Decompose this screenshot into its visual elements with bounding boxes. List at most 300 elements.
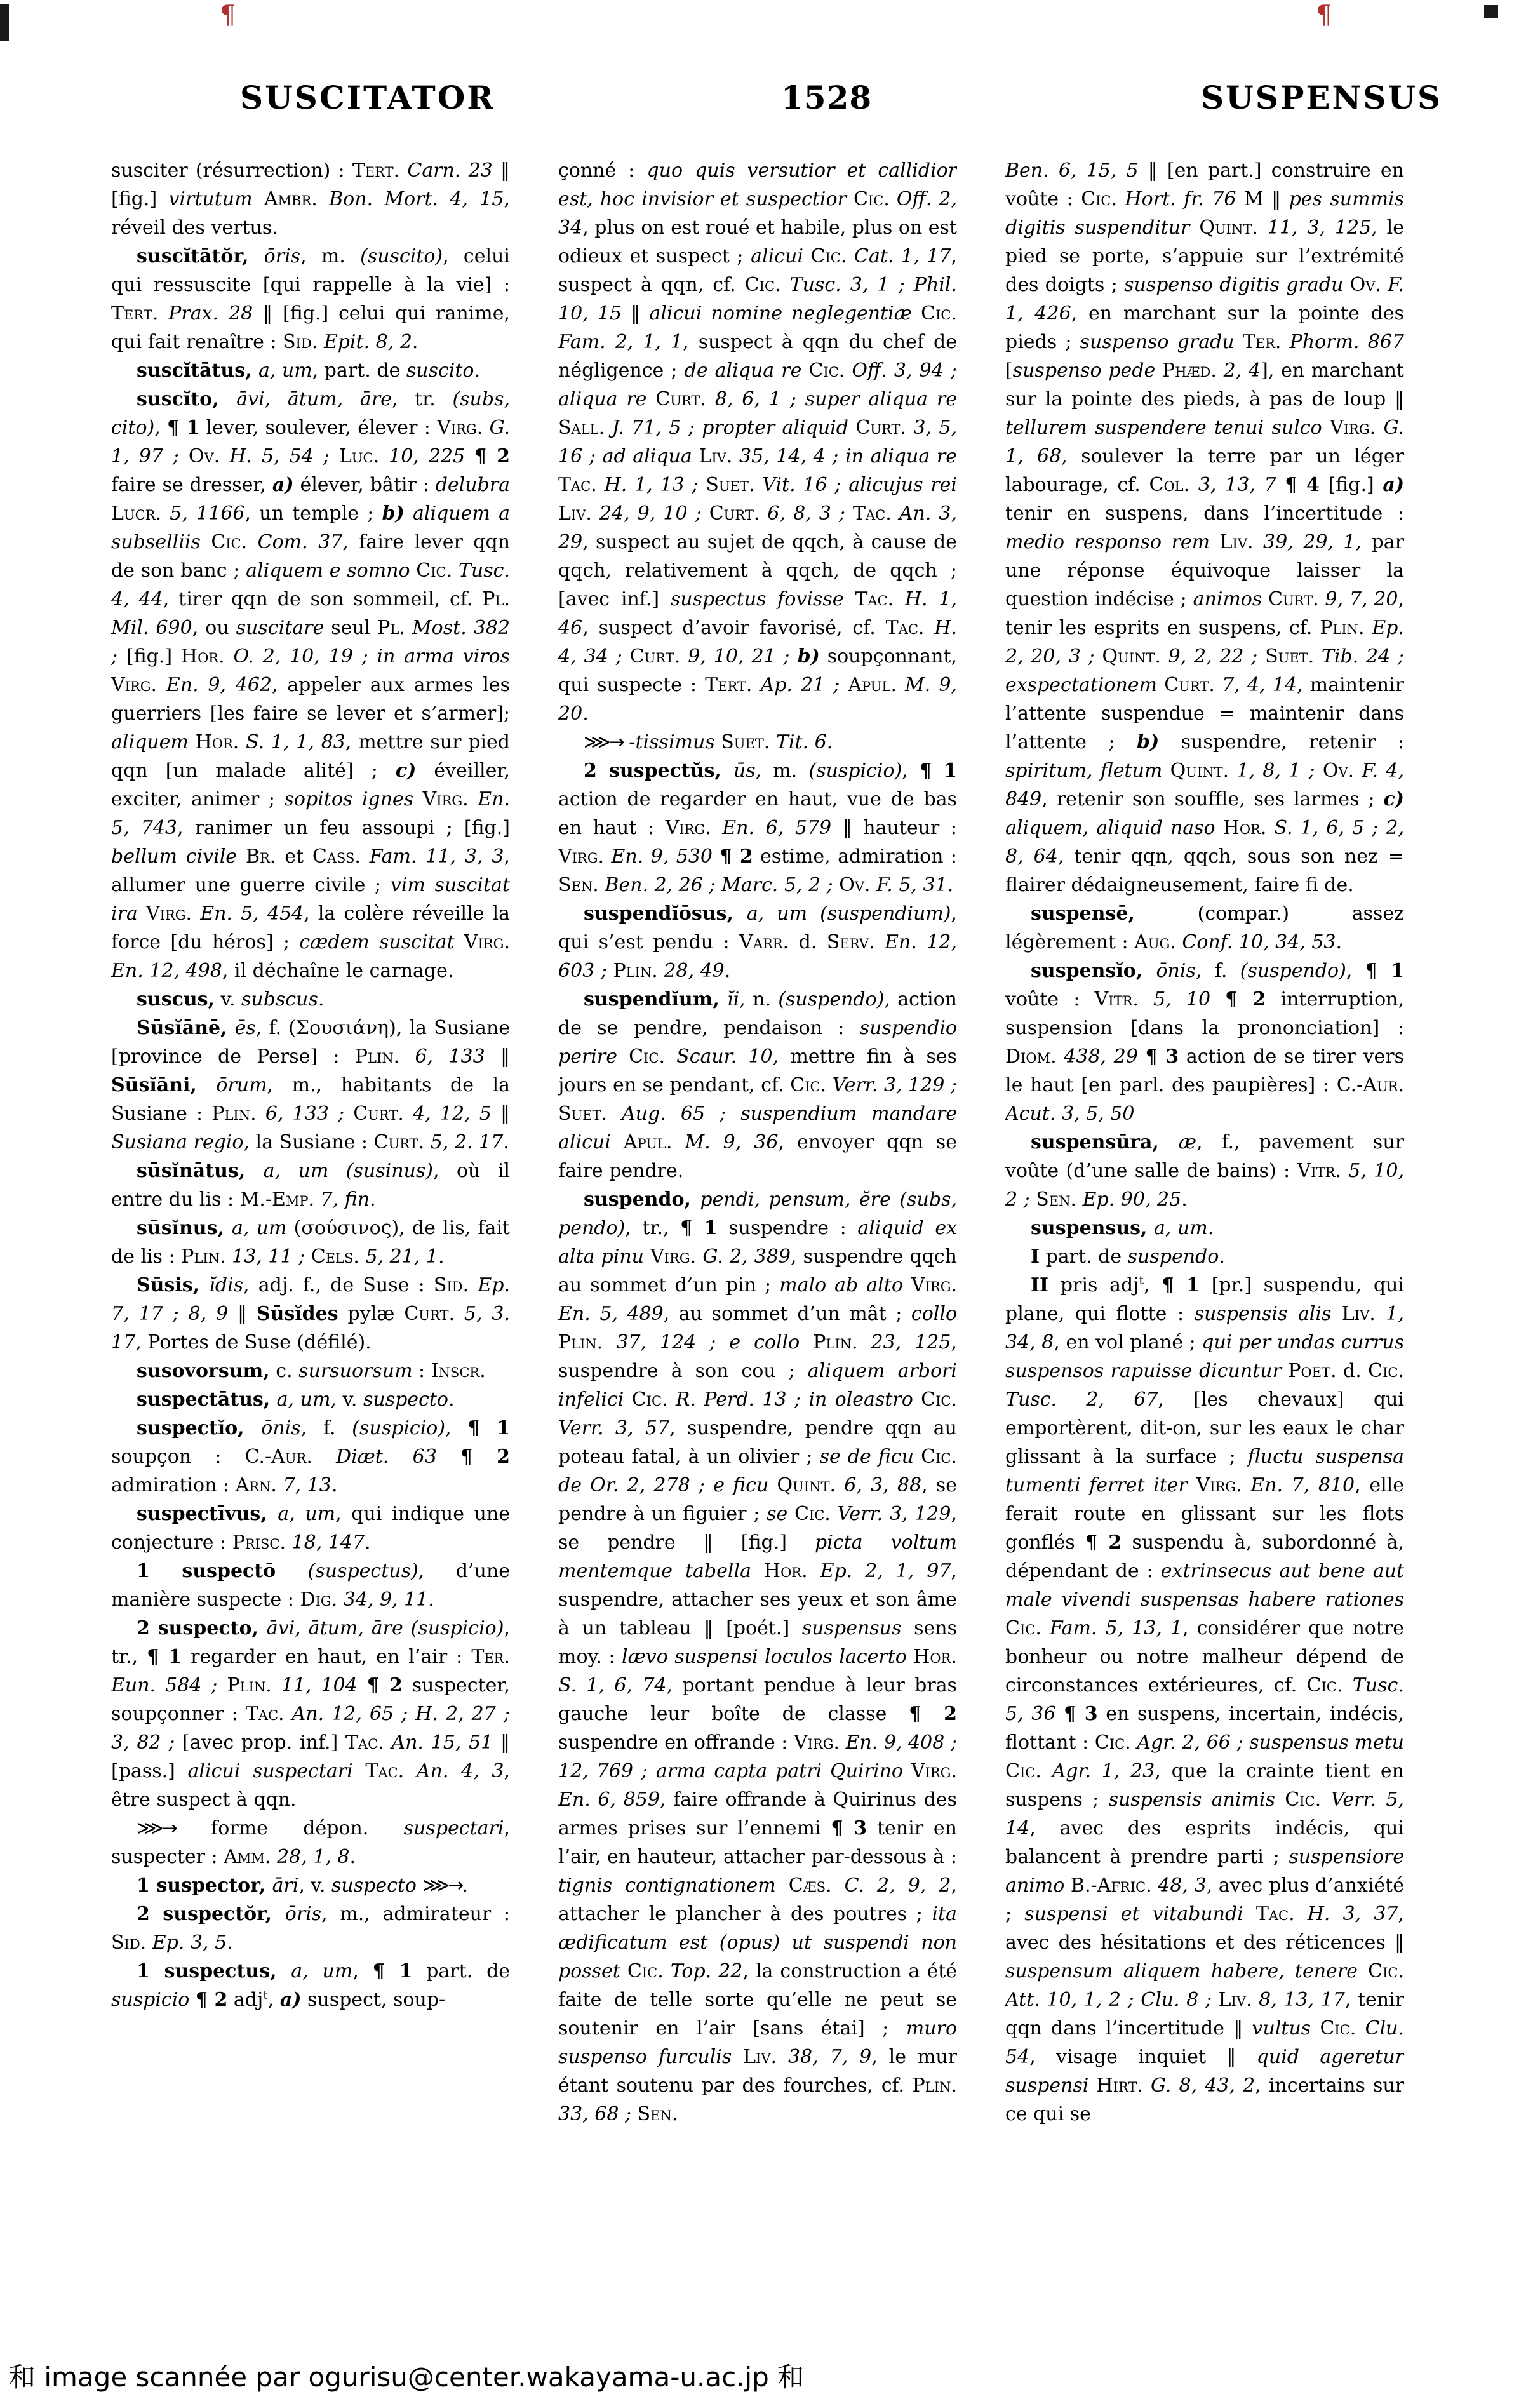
text-run xyxy=(1243,1731,1250,1754)
text-run: S. 1, 6, 5 ; 2, 8, 64 xyxy=(1005,817,1404,868)
text-run: An. 12, 65 ; H. 2, 27 ; 3, 82 ; xyxy=(111,1703,510,1754)
text-run: . xyxy=(1181,1188,1188,1211)
text-run: 7, 4, 14 xyxy=(1214,674,1297,696)
text-run: 5, 1166 xyxy=(161,502,245,525)
text-run: suspecter, soupçonner : xyxy=(111,1674,510,1725)
text-run: (suspicio) xyxy=(808,760,902,782)
text-run: , que la crainte tient en suspens ; xyxy=(1005,1760,1404,1811)
arrow-icon: ⋙→ xyxy=(137,1817,176,1839)
text-run: Quint. xyxy=(768,1474,836,1496)
text-run: Tib. 24 ; xyxy=(1314,645,1404,668)
text-run: ōrum xyxy=(216,1074,267,1096)
text-run: b) xyxy=(797,645,820,668)
text-run: vultus xyxy=(1252,2017,1311,2040)
text-run: Cic. xyxy=(1094,1731,1131,1754)
text-run: quo quis versutior et callidior est, hoc invisior et suspectior xyxy=(558,159,957,210)
text-run: Acut. 3, 5, 50 xyxy=(1005,1103,1135,1125)
text-run: En. 5, 489 xyxy=(558,1303,664,1325)
text-run: e ficu xyxy=(713,1474,769,1496)
text-run: , suspecter : xyxy=(111,1817,510,1868)
text-run: Virg. xyxy=(558,845,605,868)
text-run: a, um (susinus) xyxy=(263,1160,433,1182)
text-run: Plin. xyxy=(912,2074,957,2097)
text-run: Liv. xyxy=(732,2046,777,2068)
text-run xyxy=(417,1874,423,1897)
text-run: Virg. xyxy=(454,931,510,953)
text-run: suspensĭo, xyxy=(1031,960,1156,982)
text-run: 34, 9, 11 xyxy=(337,1589,429,1611)
text-run: H. 1, 13 ; xyxy=(596,474,699,496)
text-run: , Portes de Suse (défilé). xyxy=(135,1331,372,1354)
text-run: Cels. xyxy=(305,1246,359,1268)
text-run: , xyxy=(154,417,168,439)
text-run: Luc. xyxy=(329,445,380,467)
text-run: picta voltum mentemque tabella xyxy=(558,1531,957,1582)
text-run xyxy=(790,645,798,668)
dictionary-entry xyxy=(1005,1128,1404,1214)
column-center xyxy=(558,156,957,2335)
text-run: Sūsĭāni, xyxy=(111,1074,217,1096)
text-run: Tac. xyxy=(885,617,925,639)
text-run: Agr. 2, 66 ; xyxy=(1130,1731,1243,1754)
text-run: 2 suspecto, xyxy=(137,1617,267,1639)
text-run: Fam. 2, 1, 1 xyxy=(558,331,683,353)
text-run: M. 9, 20 xyxy=(558,674,957,725)
column-left xyxy=(111,156,510,2335)
text-run: . xyxy=(1336,931,1342,953)
text-run: , xyxy=(352,1960,373,1982)
text-run: En. 5, 743 xyxy=(111,788,510,839)
text-run: suspenso gradu xyxy=(1080,331,1235,353)
text-run: āvi, ātum, āre (suspicio) xyxy=(266,1617,504,1639)
text-run: I xyxy=(1031,1246,1040,1268)
text-run: F. 1, 426 xyxy=(1005,274,1404,325)
text-run: . xyxy=(462,1874,468,1897)
text-run: En. 5, 454 xyxy=(192,903,304,925)
text-run: En. 9, 530 xyxy=(604,845,713,868)
text-run: suspectīvus, xyxy=(137,1503,278,1525)
text-run xyxy=(801,1388,808,1411)
text-run: e collo xyxy=(729,1331,800,1354)
text-run: Pl. xyxy=(377,617,405,639)
running-head-right: SUSPENSUS xyxy=(1201,79,1443,116)
text-run: M.-Emp. xyxy=(239,1188,315,1211)
text-run: , faire offrande à Quirinus des armes prises sur l’ennemi xyxy=(558,1789,957,1839)
text-run: suspensum aliquem habere, tenere xyxy=(1005,1960,1358,1982)
text-run: H. 4, 34 ; xyxy=(558,617,957,668)
text-run: suspendu à, subordonné à, dépendant de : xyxy=(1005,1531,1404,1582)
text-run: animos xyxy=(1193,588,1262,610)
text-run: Tac. xyxy=(352,1760,405,1782)
text-run: ¶ 4 xyxy=(1285,474,1320,496)
text-run: , qui s’est pendu : xyxy=(558,903,957,953)
dictionary-entry xyxy=(558,756,957,899)
text-run: de Or. 2, 278 ; xyxy=(558,1474,705,1496)
text-run: ĭi xyxy=(727,988,740,1011)
text-run: propter aliquid xyxy=(702,417,848,439)
text-run: ¶ 1 xyxy=(147,1646,182,1668)
text-run: [pr.] suspendu, qui plane, qui flotte : xyxy=(1005,1274,1404,1325)
text-run: Sūsĭānē, xyxy=(137,1017,235,1039)
text-run: Tac. xyxy=(1243,1903,1295,1925)
text-run: . xyxy=(503,1131,509,1153)
text-run: O. 2, 10, 19 ; xyxy=(224,645,368,668)
text-run: ‖ xyxy=(485,1045,510,1068)
text-run: , action de se pendre, pendaison : xyxy=(558,988,957,1039)
text-run: 1, 8, 1 ; xyxy=(1229,760,1315,782)
text-run: suspendre en offrande : xyxy=(558,1731,794,1754)
text-run: Phorm. 867 xyxy=(1281,331,1404,353)
text-run: 33, 68 ; xyxy=(558,2103,632,2125)
text-run: suspensis alis xyxy=(1194,1303,1332,1325)
text-run: , suspendre à son cou ; xyxy=(558,1331,957,1382)
text-run: Curt. xyxy=(646,388,706,410)
text-run: C.-Aur. xyxy=(244,1446,312,1468)
text-run: 6, 3, 88 xyxy=(836,1474,922,1496)
text-run: Ep. 7, 17 ; 8, 9 xyxy=(111,1274,510,1325)
text-run: Virg. xyxy=(902,1760,957,1782)
text-run: Ep. 2, 20, 3 ; xyxy=(1005,617,1404,668)
text-run: Plin. xyxy=(217,1674,272,1697)
text-run: Agr. 1, 23 xyxy=(1041,1760,1155,1782)
text-run: t xyxy=(263,1989,268,2002)
text-run: 4, 12, 5 xyxy=(403,1103,492,1125)
text-run: Hor. xyxy=(906,1646,957,1668)
text-run: , xyxy=(267,1989,280,2011)
text-run xyxy=(358,1674,367,1697)
text-run: c) xyxy=(395,760,417,782)
text-run: seul xyxy=(324,617,378,639)
text-run: Cat. 1, 17 xyxy=(847,245,951,267)
text-run: 10, 225 xyxy=(379,445,465,467)
dictionary-entry xyxy=(558,728,957,756)
text-run: Virg. xyxy=(644,1246,697,1268)
text-run: Inscr. xyxy=(431,1360,486,1382)
text-run: (subs, cito) xyxy=(111,388,510,439)
text-run: , en vol plané ; xyxy=(1054,1331,1202,1354)
text-run: : xyxy=(412,1360,431,1382)
text-run: Tit. 6 xyxy=(770,731,827,753)
text-run: Tac. xyxy=(843,588,894,610)
text-run: . xyxy=(318,988,325,1011)
text-run: Verr. 3, 129 xyxy=(830,1503,951,1525)
text-run: Liv. xyxy=(1210,531,1254,553)
text-run: Varr. xyxy=(739,931,789,953)
text-run: āvi, ātum, āre xyxy=(236,388,392,410)
text-run: Virg. xyxy=(137,903,192,925)
text-run: Verr. 5, 14 xyxy=(1005,1789,1404,1839)
text-run: arma capta patri Quirino xyxy=(655,1760,903,1782)
text-run: , m., admirateur : xyxy=(321,1903,510,1925)
text-run: Off. 3, 94 ; xyxy=(845,360,957,382)
text-run: , ranimer un feu assoupi ; [fig.] xyxy=(177,817,510,839)
text-run: En. 12, 603 ; xyxy=(558,931,957,982)
text-run: , plus on est roué et habile, plus on est odieux et suspect ; xyxy=(558,217,957,267)
text-run: Cic. xyxy=(846,188,890,210)
text-run: admiration : xyxy=(111,1474,236,1496)
text-run: Ov. xyxy=(1343,274,1381,296)
text-run: suspendium mandare alicui xyxy=(558,1103,957,1153)
text-run: suspensē, xyxy=(1031,903,1135,925)
text-run: ], en marchant sur la pointe des pieds, à pas de loup ‖ xyxy=(1005,360,1404,410)
text-run: Ov. xyxy=(1315,760,1355,782)
text-run: 38, 7, 9 xyxy=(777,2046,872,2068)
text-run: Cæs. xyxy=(775,1874,832,1897)
text-run: suscus, xyxy=(137,988,215,1011)
text-run: Cic. xyxy=(624,1388,668,1411)
text-run: Phæd. xyxy=(1155,360,1217,382)
text-run: c. xyxy=(269,1360,299,1382)
text-run: 1 suspectus, xyxy=(137,1960,291,1982)
text-run: Cic. xyxy=(617,1045,666,1068)
text-run: 5, 10 xyxy=(1138,988,1211,1011)
text-run: Suet. xyxy=(1257,645,1315,668)
text-run: En. 6, 579 xyxy=(711,817,832,839)
text-run: Carn. 23 xyxy=(399,159,493,182)
text-run: , le pied se porte, s’appuie sur l’extrémité des doigts ; xyxy=(1005,217,1404,296)
text-run: , adj. f., de Suse : xyxy=(243,1274,434,1296)
text-run: Conf. 10, 34, 53 xyxy=(1175,931,1336,953)
text-run: F. 4, 849 xyxy=(1005,760,1404,810)
text-run: suspendio perire xyxy=(558,1017,957,1068)
text-run: Tusc. 4, 44 xyxy=(111,560,510,610)
text-run: , f., pavement sur voûte (d’une salle de bains) : xyxy=(1005,1131,1404,1182)
text-run: suspensiore animo xyxy=(1005,1846,1404,1897)
text-run: Apul. xyxy=(610,1131,673,1153)
dictionary-entry xyxy=(111,1871,510,1900)
text-run: 28, 49 xyxy=(657,960,725,982)
text-run: Tac. xyxy=(345,1731,384,1754)
text-run: suspensis animis xyxy=(1108,1789,1275,1811)
text-run: Com. 37 xyxy=(247,531,343,553)
text-run: , f. xyxy=(1195,960,1240,982)
text-run: Tusc. 5, 36 xyxy=(1005,1674,1404,1725)
text-run: -tissimus xyxy=(629,731,715,753)
text-run: , il déchaîne le carnage. xyxy=(222,960,454,982)
text-run: tenir en suspens, dans l’incertitude : xyxy=(1005,502,1404,525)
text-run: J. 71, 5 ; xyxy=(605,417,695,439)
text-run: action de regarder en haut, vue de bas en haut : xyxy=(558,788,957,839)
text-run: Cic. xyxy=(911,302,957,325)
text-run: Tusc. 2, 67 xyxy=(1005,1388,1158,1411)
text-run: Curt. xyxy=(373,1131,425,1153)
text-run: Sid. xyxy=(433,1274,469,1296)
text-run: . xyxy=(448,1388,455,1411)
text-run: , n. xyxy=(739,988,779,1011)
text-run: Br. xyxy=(237,845,276,868)
dictionary-entry xyxy=(111,1414,510,1500)
text-run xyxy=(465,445,474,467)
text-run: action de se tirer vers le haut [en parl. des paupières] : xyxy=(1005,1045,1404,1096)
text-run: , par une réponse équivoque laisser la question indécise ; xyxy=(1005,531,1404,610)
text-run: ¶ 2 xyxy=(474,445,510,467)
text-run: F. 5, 31 xyxy=(870,874,947,896)
text-run: ōnis xyxy=(261,1417,301,1439)
text-run: Ben. 6, 15, 5 xyxy=(1005,159,1139,182)
text-run: et xyxy=(276,845,312,868)
text-run: , suspect à qqn du chef de négligence ; xyxy=(558,331,957,382)
text-run: sursuorsum xyxy=(298,1360,413,1382)
text-run: , f. xyxy=(300,1417,352,1439)
text-run: 28, 1, 8 xyxy=(271,1846,350,1868)
text-run: suscĭtātŏr, xyxy=(137,245,264,267)
text-run: Cic. xyxy=(1368,1360,1404,1382)
text-run: quid ageretur suspensi xyxy=(1005,2046,1404,2097)
text-run: virtutum xyxy=(168,188,253,210)
text-run: Fam. 5, 13, 1 xyxy=(1041,1617,1183,1639)
text-run: , suspect d’avoir favorisé, cf. xyxy=(582,617,886,639)
text-run: ¶ 1 xyxy=(467,1417,510,1439)
text-run: ¶ 3 xyxy=(1145,1045,1179,1068)
text-run: subscus xyxy=(241,988,318,1011)
arrow-icon: ⋙→ xyxy=(584,731,623,753)
column-right xyxy=(1005,156,1404,2335)
text-run: II xyxy=(1031,1274,1049,1296)
text-run: Sen. xyxy=(631,2103,678,2125)
text-run: regarder en haut, en l’air : xyxy=(182,1646,472,1668)
scan-artifact-mark xyxy=(0,4,9,41)
text-run: ‖ [fig.] celui qui ranime, qui fait renaître : xyxy=(111,302,510,353)
text-run: Diom. xyxy=(1005,1045,1057,1068)
text-run: Pl. xyxy=(482,588,510,610)
text-run: Quint. xyxy=(1094,645,1161,668)
text-run xyxy=(318,188,329,210)
dictionary-entry xyxy=(111,242,510,356)
text-run: , maintenir l’attente suspendue = maintenir dans l’attente ; xyxy=(1005,674,1404,753)
text-run xyxy=(1055,1703,1064,1725)
text-run: spiritum, fletum xyxy=(1005,760,1163,782)
text-run: çonné : xyxy=(558,159,647,182)
text-run: b) xyxy=(1137,731,1160,753)
text-run: , allumer une guerre civile ; xyxy=(111,845,510,896)
text-run: Sen. xyxy=(1029,1188,1077,1211)
text-run: Off. 2, 34 xyxy=(558,188,957,239)
text-run: Prisc. xyxy=(232,1531,286,1554)
text-run: tellurem suspendere tenui sulco xyxy=(1005,417,1322,439)
text-run: ¶ 2 xyxy=(909,1703,957,1725)
text-run: Liv. xyxy=(1331,1303,1376,1325)
text-run: Serv. xyxy=(826,931,875,953)
dictionary-entry xyxy=(111,1271,510,1357)
text-run: lever, soulever, élever : xyxy=(199,417,438,439)
dictionary-entry xyxy=(1005,1242,1404,1271)
text-run: An. 4, 3 xyxy=(404,1760,504,1782)
text-run: super aliqua re xyxy=(805,388,957,410)
text-run: , la Susiane : xyxy=(243,1131,374,1153)
text-run: G. 1, 68 xyxy=(1005,417,1404,467)
text-run: (suspicio) xyxy=(352,1417,446,1439)
text-run: , f. (Σουσιάνη), la Susiane [province de Perse] : xyxy=(111,1017,510,1068)
dictionary-entry xyxy=(1005,899,1404,957)
dictionary-entry xyxy=(1005,1214,1404,1242)
text-run: pendi, pensum, ĕre xyxy=(700,1188,891,1211)
text-run: estime, admiration : xyxy=(753,845,957,868)
text-run: aliquem xyxy=(111,731,189,753)
text-run: suspendo, xyxy=(584,1188,700,1211)
text-run: vim suscitat ira xyxy=(111,874,510,925)
text-run: collo xyxy=(911,1303,957,1325)
text-run xyxy=(1138,1045,1146,1068)
text-run: suspensus metu xyxy=(1249,1731,1404,1754)
text-run: , v. xyxy=(298,1874,331,1897)
text-run: 2, 4 xyxy=(1216,360,1261,382)
text-run: Curt. xyxy=(344,1103,404,1125)
text-run: 9, 10, 21 ; xyxy=(680,645,790,668)
text-run: suscĭtātus, xyxy=(137,360,258,382)
text-run: Most. 382 ; xyxy=(111,617,510,668)
text-run: An. 3, 29 xyxy=(558,502,957,553)
text-run xyxy=(189,1989,196,2011)
text-run: v. xyxy=(215,988,242,1011)
text-run: aliquem a subselliis xyxy=(111,502,510,553)
text-run: d. xyxy=(1336,1360,1369,1382)
scan-attribution-text: 和 image scannée par ogurisu@center.wakayama-u.ac.jp 和 xyxy=(9,2362,805,2393)
text-run: Liv. xyxy=(558,502,592,525)
dictionary-entry xyxy=(111,156,510,242)
text-run: , appeler aux armes les guerriers [les faire se lever et s’armer]; xyxy=(111,674,510,725)
text-run: ¶ 2 xyxy=(1085,1531,1122,1554)
text-run: 2 suspectŏr, xyxy=(137,1903,285,1925)
dictionary-entry xyxy=(1005,156,1404,899)
text-run: 1 suspector, xyxy=(137,1874,272,1897)
text-run: , en marchant sur la pointe des pieds ; xyxy=(1005,302,1404,353)
text-run: suspecto xyxy=(363,1388,448,1411)
text-run: , être suspect à qqn. xyxy=(111,1760,510,1811)
text-run: suspectus fovisse xyxy=(670,588,844,610)
text-run: , avec plus d’anxiété ; xyxy=(1005,1874,1404,1925)
text-run: Virg. xyxy=(902,1274,957,1296)
text-run: 11, 104 xyxy=(271,1674,358,1697)
text-run: tenir en l’air, en hauteur, attacher par-dessous à : xyxy=(558,1817,957,1868)
text-run: . xyxy=(724,960,731,982)
text-run: a, um xyxy=(258,360,312,382)
text-run: C. 2, 9, 2 xyxy=(831,1874,951,1897)
text-run: extrinsecus aut bene aut male vivendi suspensas habere rationes xyxy=(1005,1560,1404,1611)
text-run: , considérer que notre bonheur ou notre malheur dépend de circonstances extérieures, cf. xyxy=(1005,1617,1404,1697)
text-run: Verr. 3, 129 ; xyxy=(826,1074,957,1096)
text-run: 1 suspectō xyxy=(137,1560,308,1582)
text-run: Cic. xyxy=(1311,2017,1356,2040)
text-run: ‖ xyxy=(622,302,650,325)
text-run: Sūsĭdes xyxy=(256,1303,338,1325)
text-run: Virg. xyxy=(1322,417,1376,439)
text-run: ¶ 1 xyxy=(1365,960,1404,982)
text-run: , v. xyxy=(330,1388,363,1411)
text-run: Cic. xyxy=(620,1960,664,1982)
text-run: Curt. xyxy=(1157,674,1215,696)
text-run: B.-Afric. xyxy=(1064,1874,1152,1897)
text-run: Cic. xyxy=(801,360,845,382)
text-run: ēs xyxy=(234,1017,256,1039)
text-run: Plin. xyxy=(354,1045,400,1068)
text-run: ‖ hauteur : xyxy=(831,817,957,839)
text-run: suspectari xyxy=(403,1817,504,1839)
text-run: 11, 3, 125 xyxy=(1257,217,1372,239)
text-run xyxy=(648,1760,656,1782)
text-run: faire se dresser, xyxy=(111,474,272,496)
text-run: , celui qui ressuscite [qui rappelle à la vie] : xyxy=(111,245,510,296)
text-run: ‖ [pass.] xyxy=(111,1731,510,1782)
text-run: suspendĭōsus, xyxy=(584,903,747,925)
text-run: , tr. xyxy=(391,388,453,410)
text-run: t xyxy=(1139,1274,1144,1287)
text-run: ¶ 3 xyxy=(1064,1703,1098,1725)
text-run: , incertains sur ce qui se xyxy=(1005,2074,1404,2125)
text-run: Sid. xyxy=(111,1932,147,1954)
text-run: 9, 7, 20 xyxy=(1318,588,1398,610)
text-run: , se pendre à un figuier ; xyxy=(558,1474,957,1525)
text-run: c) xyxy=(1383,788,1404,810)
